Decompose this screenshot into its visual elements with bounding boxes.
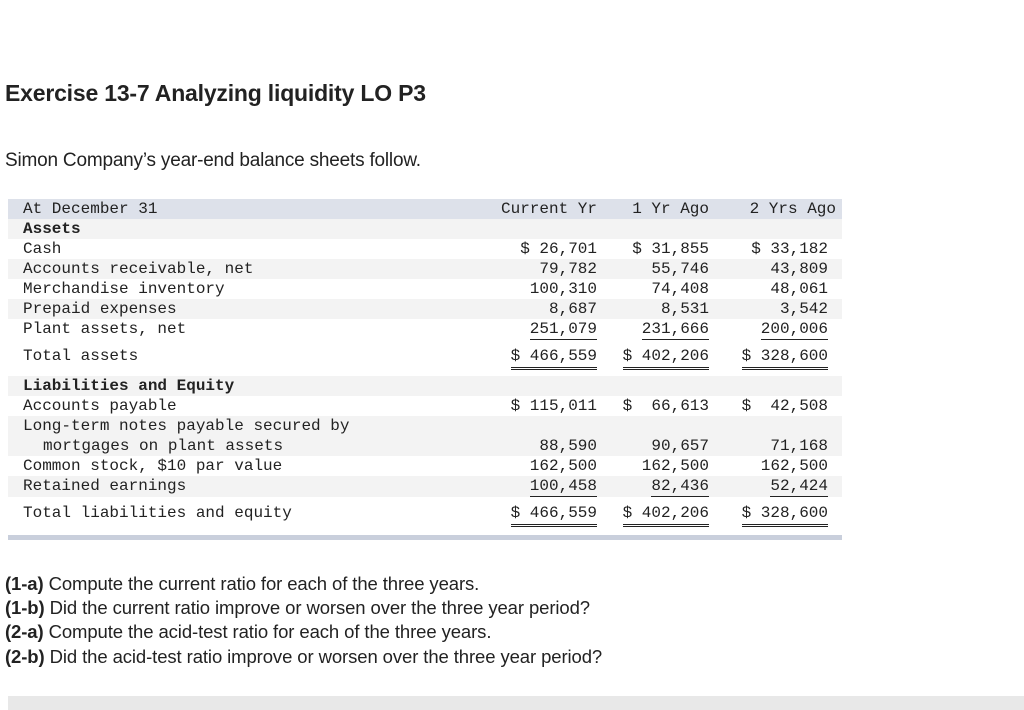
table-row	[8, 416, 842, 436]
question-item	[5, 596, 602, 620]
assets-heading: Assets	[8, 219, 495, 239]
header-two-years-ago: 2 Yrs Ago	[717, 199, 842, 219]
question-item	[5, 645, 602, 669]
row-label: Plant assets, net	[23, 320, 187, 338]
cell-value: 55,746	[605, 259, 717, 279]
table-row	[8, 476, 842, 497]
cell-value: $ 402,206	[623, 504, 709, 527]
cell-value: $ 66,613	[622, 397, 709, 415]
cell-value: $ 328,600	[742, 504, 828, 527]
row-label: Prepaid expenses	[8, 299, 495, 319]
cell-value: 8,531	[605, 299, 717, 319]
cell-value: $ 42,508	[741, 397, 828, 415]
question-tag: (1-b)	[5, 597, 45, 619]
balance-sheet-table	[8, 199, 842, 527]
table-row	[8, 299, 842, 319]
cell-value: 162,500	[641, 457, 709, 475]
row-label: Long-term notes payable secured by	[8, 416, 495, 436]
row-label: Cash	[23, 240, 62, 258]
cell-value: 79,782	[495, 259, 605, 279]
cell-value: 52,424	[770, 477, 828, 495]
exercise-title: Exercise 13-7 Analyzing liquidity LO P3	[5, 80, 426, 106]
question-item	[5, 620, 602, 644]
liabilities-heading-row	[8, 376, 842, 396]
row-label: Retained earnings	[8, 476, 495, 497]
cell-value: 90,657	[605, 436, 717, 456]
cell-value: 8,687	[495, 299, 605, 319]
row-label: Accounts payable	[23, 397, 177, 415]
table-row	[8, 259, 842, 279]
question-text: Did the acid-test ratio improve or worsen over the three year period?	[49, 645, 603, 667]
cell-value: 162,500	[529, 457, 597, 475]
cell-value: $ 33,182	[751, 240, 828, 258]
table-header-row	[8, 199, 842, 219]
total-assets-row	[8, 340, 842, 370]
answer-panel-bar	[8, 696, 1024, 710]
liabilities-heading: Liabilities and Equity	[8, 376, 495, 396]
row-label: Total assets	[23, 347, 139, 365]
cell-value: $ 466,559	[511, 504, 597, 527]
table-row	[8, 279, 842, 299]
cell-value: 3,542	[717, 299, 842, 319]
cell-value: 100,310	[529, 280, 597, 298]
question-tag: (2-b)	[5, 645, 45, 667]
cell-value: $ 31,855	[632, 240, 709, 258]
question-text: Compute the current ratio for each of the three years.	[48, 573, 480, 594]
cell-value: 100,458	[529, 477, 597, 495]
assets-heading-row	[8, 219, 842, 239]
table-row	[8, 319, 842, 340]
cell-value: 43,809	[717, 259, 842, 279]
cell-value: 162,500	[760, 457, 828, 475]
question-item	[5, 572, 602, 596]
exercise-intro: Simon Company’s year-end balance sheets follow.	[5, 150, 421, 171]
cell-value: 82,436	[651, 477, 709, 495]
question-tag: (2-a)	[5, 621, 44, 643]
cell-value: $ 115,011	[510, 397, 597, 415]
question-text: Did the current ratio improve or worsen over the three year period?	[49, 597, 590, 619]
row-label: Accounts receivable, net	[8, 259, 495, 279]
table-row	[8, 396, 842, 416]
cell-value: $ 328,600	[742, 347, 828, 370]
table-row	[8, 239, 842, 259]
row-label: Common stock, $10 par value	[23, 457, 283, 475]
cell-value: 200,006	[760, 320, 828, 338]
question-text: Compute the acid-test ratio for each of the three years.	[48, 621, 492, 643]
cell-value: 251,079	[529, 320, 597, 338]
cell-value: $ 26,701	[520, 240, 597, 258]
table-bottom-rule	[8, 535, 842, 540]
question-tag: (1-a)	[5, 573, 44, 594]
header-date-label: At December 31	[8, 199, 495, 219]
row-label: mortgages on plant assets	[8, 436, 495, 456]
total-liabilities-equity-row	[8, 497, 842, 527]
cell-value: 231,666	[641, 320, 709, 338]
header-one-year-ago: 1 Yr Ago	[605, 199, 717, 219]
cell-value: $ 402,206	[623, 347, 709, 370]
cell-value: 71,168	[717, 436, 842, 456]
row-label: Total liabilities and equity	[23, 504, 292, 522]
table-row	[8, 456, 842, 476]
cell-value: $ 466,559	[511, 347, 597, 370]
cell-value: 48,061	[770, 280, 828, 298]
row-label: Merchandise inventory	[23, 280, 225, 298]
cell-value: 88,590	[495, 436, 605, 456]
question-list	[5, 572, 602, 669]
header-current-year: Current Yr	[495, 199, 605, 219]
table-row	[8, 436, 842, 456]
cell-value: 74,408	[651, 280, 709, 298]
